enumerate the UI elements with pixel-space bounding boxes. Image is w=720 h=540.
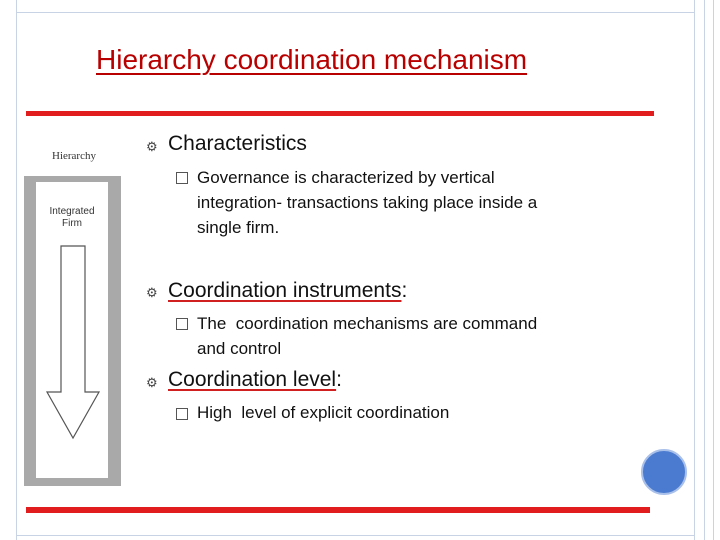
title-rule xyxy=(26,111,654,116)
sub-bullet-line: and control xyxy=(197,339,282,358)
sub-bullet-line: High level of explicit coordination xyxy=(197,403,450,422)
gear-bullet-icon: ⚙ xyxy=(146,285,158,300)
frame-line-bottom xyxy=(16,535,694,536)
sub-bullet-explicit xyxy=(197,400,449,425)
sub-bullet-line: Governance is characterized by vertical xyxy=(197,168,495,187)
bullet-characteristics: Characteristics xyxy=(168,132,307,155)
bullet-suffix: : xyxy=(336,368,342,391)
checkbox-bullet-icon xyxy=(176,408,188,420)
sub-bullet-governance xyxy=(197,165,537,240)
sub-bullet-mechanisms xyxy=(197,311,537,361)
sub-bullet-line: The coordination mechanisms are command xyxy=(197,314,538,333)
frame-line-right xyxy=(713,0,714,540)
hierarchy-diagram xyxy=(24,120,121,486)
footer-rule xyxy=(26,507,650,513)
frame-line-right xyxy=(704,0,705,540)
frame-line-left xyxy=(16,0,17,540)
bullet-coordination-instruments xyxy=(168,279,407,303)
accent-circle xyxy=(641,449,687,495)
slide-title: Hierarchy coordination mechanism xyxy=(96,44,528,75)
integrated-firm-line2: Firm xyxy=(62,218,82,229)
checkbox-bullet-icon xyxy=(176,318,188,330)
down-arrow-icon xyxy=(44,244,102,440)
integrated-firm-label xyxy=(36,206,108,230)
bullet-label: Coordination instruments xyxy=(168,279,402,302)
bullet-label: Coordination level xyxy=(168,368,337,391)
gear-bullet-icon: ⚙ xyxy=(146,375,158,390)
gear-bullet-icon: ⚙ xyxy=(146,139,158,154)
bullet-suffix: : xyxy=(401,279,408,302)
integrated-firm-line1: Integrated xyxy=(49,206,95,217)
sub-bullet-line: integration- transactions taking place inside a xyxy=(197,193,538,212)
sub-bullet-line: single firm. xyxy=(197,218,280,237)
bullet-coordination-level xyxy=(168,368,342,392)
frame-line-top xyxy=(16,12,694,13)
frame-line-right xyxy=(694,0,695,540)
diagram-top-label: Hierarchy xyxy=(52,150,96,162)
checkbox-bullet-icon xyxy=(176,172,188,184)
